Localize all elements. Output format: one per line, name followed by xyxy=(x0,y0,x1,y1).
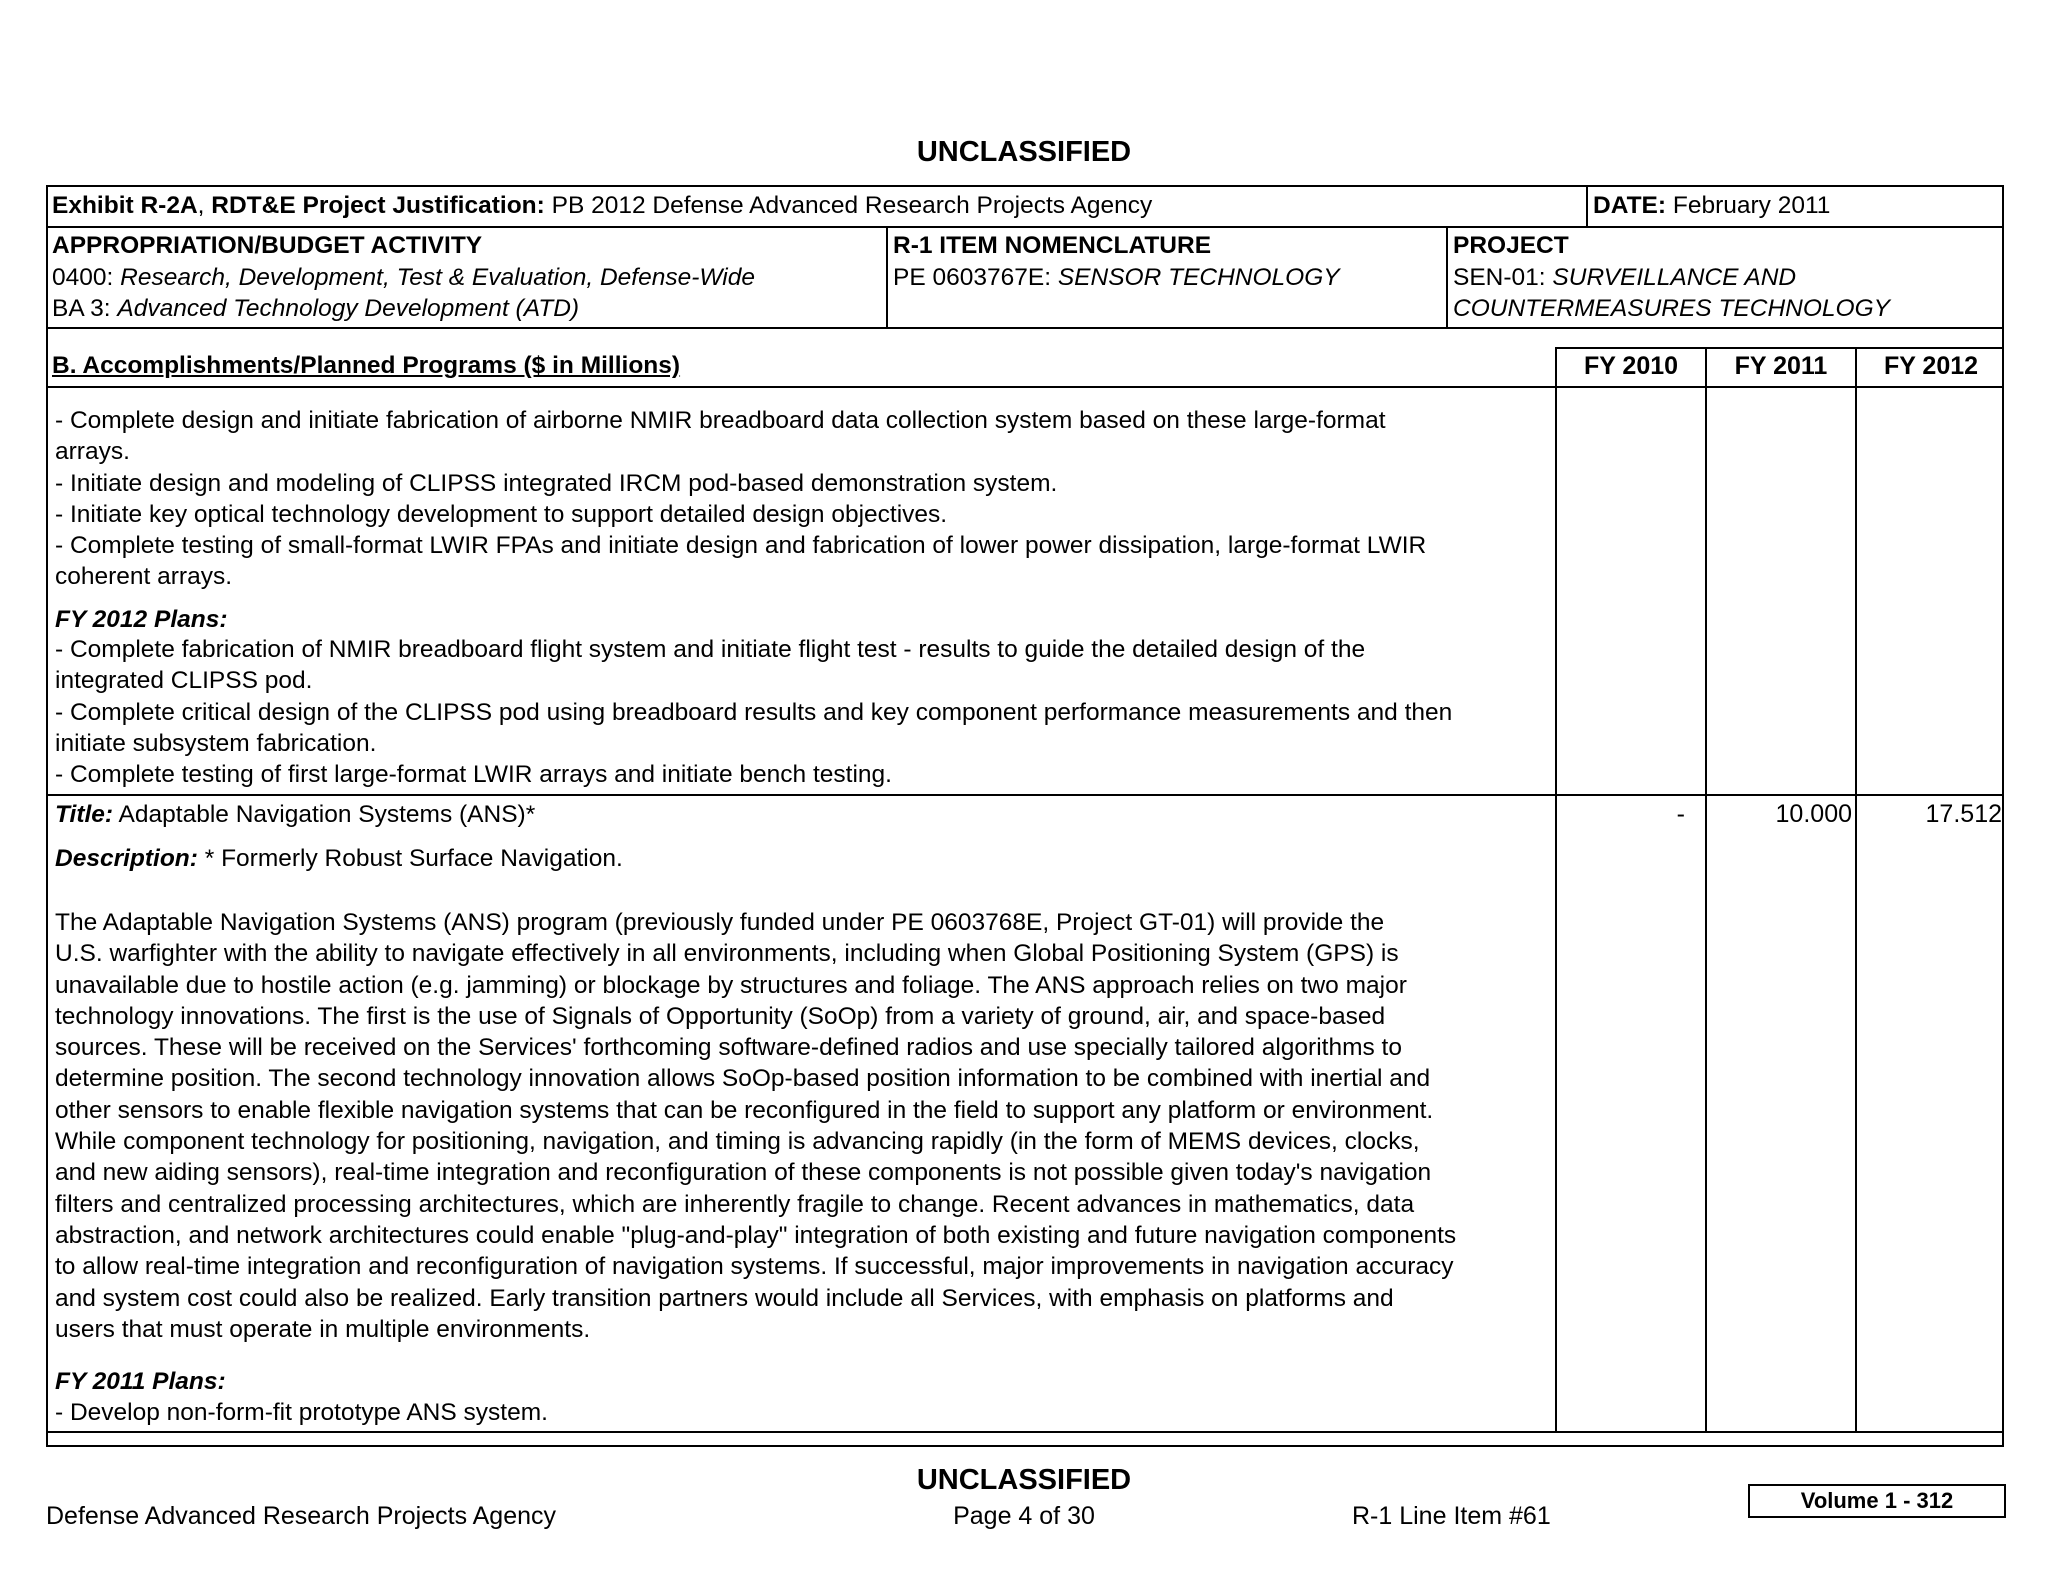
program-title xyxy=(55,799,535,831)
footer-page: Page 4 of 30 xyxy=(953,1502,1095,1530)
exhibit-label: Exhibit R-2A xyxy=(52,192,198,219)
text-line: initiate subsystem fabrication. xyxy=(55,729,377,757)
text-line: - Initiate key optical technology development to support detailed design objectives. xyxy=(55,500,948,528)
r1-cell xyxy=(893,230,1340,293)
appropriation-cell xyxy=(52,230,755,325)
text-line: other sensors to enable flexible navigation systems that can be reconfigured in the field to support any platform or environment. xyxy=(55,1096,1434,1124)
classification-top: UNCLASSIFIED xyxy=(916,136,1132,168)
appropriation-label: APPROPRIATION/BUDGET ACTIVITY xyxy=(52,232,483,259)
text-line: abstraction, and network architectures could enable "plug-and-play" integration of both existing and future navigation components xyxy=(55,1221,1457,1249)
date-label: DATE: xyxy=(1593,192,1667,219)
project-label: PROJECT xyxy=(1453,232,1569,259)
divider xyxy=(1446,226,1448,328)
fy2011-plans-line: - Develop non-form-fit prototype ANS system. xyxy=(55,1399,548,1426)
text-line: coherent arrays. xyxy=(55,563,233,591)
section-title: B. Accomplishments/Planned Programs ($ in Millions) xyxy=(52,352,681,379)
justification-value: PB 2012 Defense Advanced Research Projects Agency xyxy=(544,192,1153,219)
description-value: * Formerly Robust Surface Navigation. xyxy=(197,845,623,872)
footer-agency: Defense Advanced Research Projects Agency xyxy=(46,1502,557,1530)
text-line: - Complete design and initiate fabrication of airborne NMIR breadboard data collection system based on these large-format xyxy=(55,407,1386,434)
text-line: arrays. xyxy=(55,438,130,466)
text-line: integrated CLIPSS pod. xyxy=(55,667,313,695)
block1-plans xyxy=(55,634,1452,790)
text-line: sources. These will be received on the Services' forthcoming software-defined radios and use specially tailored algorithms to xyxy=(55,1034,1402,1062)
footer-line-item: R-1 Line Item #61 xyxy=(1352,1502,1551,1530)
description-paragraph xyxy=(55,907,1456,1345)
divider xyxy=(46,327,2004,329)
footer-volume: Volume 1 - 312 xyxy=(1748,1484,2006,1518)
r1-name: SENSOR TECHNOLOGY xyxy=(1057,263,1340,291)
text-line: - Complete critical design of the CLIPSS pod using breadboard results and key component performance measurements and then xyxy=(55,698,1453,726)
ba-name: Advanced Technology Development (ATD) xyxy=(117,295,580,322)
text-line: - Complete testing of first large-format LWIR arrays and initiate bench testing. xyxy=(55,761,892,789)
project-name-cont: COUNTERMEASURES TECHNOLOGY xyxy=(1453,295,1890,322)
fy2011-plans-label: FY 2011 Plans: xyxy=(55,1368,226,1395)
fy2010-value: - xyxy=(1676,800,1685,828)
text-line: U.S. warfighter with the ability to navigate effectively in all environments, including when Global Positioning System (GPS) is xyxy=(55,940,1399,968)
text-line: filters and centralized processing architectures, which are inherently fragile to change. Recent advances in mathematics, data xyxy=(55,1190,1415,1218)
divider xyxy=(1555,347,2004,349)
divider xyxy=(46,1431,2004,1433)
ba-code: BA 3: xyxy=(52,295,118,322)
project-name: SURVEILLANCE AND xyxy=(1552,263,1797,291)
classification-bottom: UNCLASSIFIED xyxy=(916,1464,1132,1496)
exhibit-title xyxy=(52,190,1152,222)
text-line: and new aiding sensors), real-time integration and reconfiguration of these components is not possible given today's navigation xyxy=(55,1159,1432,1187)
fy-header-2011: FY 2011 xyxy=(1734,352,1828,380)
description-label: Description: xyxy=(55,845,198,872)
appropriation-code: 0400: xyxy=(52,263,121,291)
divider xyxy=(1555,347,1557,1432)
justification-label: RDT&E Project Justification: xyxy=(211,192,545,219)
project-code: SEN-01: xyxy=(1453,263,1553,291)
fy-header-2012: FY 2012 xyxy=(1883,352,1979,380)
r1-code: PE 0603767E: xyxy=(893,263,1058,291)
title-value: Adaptable Navigation Systems (ANS)* xyxy=(113,801,536,828)
date-field xyxy=(1593,190,1830,222)
divider xyxy=(886,226,888,328)
fy2012-value: 17.512 xyxy=(1925,800,2002,828)
text-line: to allow real-time integration and reconfiguration of navigation systems. If successful, major improvements in navigation accuracy xyxy=(55,1253,1454,1281)
r1-label: R-1 ITEM NOMENCLATURE xyxy=(893,232,1212,259)
text-line: - Initiate design and modeling of CLIPSS integrated IRCM pod-based demonstration system. xyxy=(55,469,1058,497)
date-value: February 2011 xyxy=(1666,192,1831,219)
text-line: unavailable due to hostile action (e.g. jamming) or blockage by structures and foliage. The ANS approach relies on two major xyxy=(55,971,1407,999)
fy2012-plans-label: FY 2012 Plans: xyxy=(55,606,228,633)
title-label: Title: xyxy=(55,801,114,828)
text-line: determine position. The second technology innovation allows SoOp-based position information to be combined with inertial and xyxy=(55,1065,1431,1093)
text-line: While component technology for positioning, navigation, and timing is advancing rapidly (in the form of MEMS devices, clocks, xyxy=(55,1128,1420,1156)
divider xyxy=(46,226,2004,228)
block1-accomplishments xyxy=(55,405,1426,593)
divider xyxy=(1855,347,1857,1432)
text-line: The Adaptable Navigation Systems (ANS) program (previously funded under PE 0603768E, Project GT-01) will provide the xyxy=(55,909,1385,936)
divider xyxy=(46,386,2004,388)
text-line: - Complete fabrication of NMIR breadboard flight system and initiate flight test - results to guide the detailed design of the xyxy=(55,636,1366,663)
divider xyxy=(1586,185,1588,227)
text-line: technology innovations. The first is the use of Signals of Opportunity (SoOp) from a variety of ground, air, and space-based xyxy=(55,1002,1386,1030)
fy2011-value: 10.000 xyxy=(1775,800,1852,828)
divider xyxy=(1705,347,1707,1432)
text-line: and system cost could also be realized. Early transition partners would include all Services, with emphasis on platforms and xyxy=(55,1284,1394,1312)
fy-header-2010: FY 2010 xyxy=(1583,352,1679,380)
exhibit-sep: , xyxy=(197,192,212,219)
project-cell xyxy=(1453,230,1890,325)
text-line: users that must operate in multiple environments. xyxy=(55,1315,591,1343)
text-line: - Complete testing of small-format LWIR FPAs and initiate design and fabrication of lower power dissipation, large-format LWIR xyxy=(55,532,1427,560)
divider xyxy=(46,794,2004,796)
appropriation-name: Research, Development, Test & Evaluation, Defense-Wide xyxy=(120,263,755,291)
program-description xyxy=(55,843,623,875)
